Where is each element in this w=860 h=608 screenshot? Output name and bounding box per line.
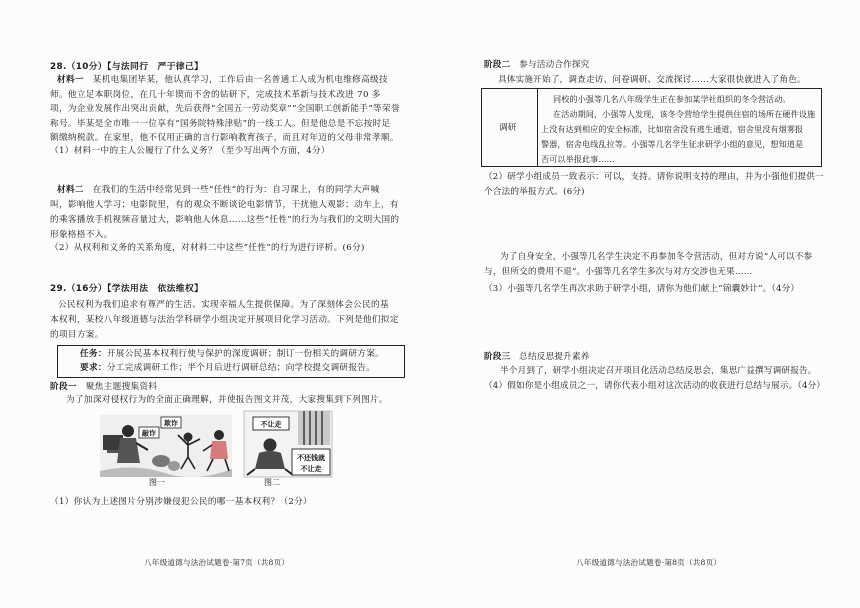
person-2-head [184,433,193,442]
plan-task-line [80,347,384,362]
person-1-body [117,438,140,463]
research-table-text: 同校的小强等几名八年级学生正在参加某学社组织的冬令营活动。 [553,94,791,104]
computer-stand [107,450,119,453]
page-7-footer: 八年级道德与法治试题卷·第7页（共8页） [144,558,290,567]
stage-1-label: 阶段一 [50,382,77,392]
question-29-2: （2）研学小组成员一致表示：可以，支持。请你说明支持的理由，并为小强他们提供一 [484,172,824,182]
question-29-1: （1）你认为上述图片分别涉嫌侵犯公民的哪一基本权利？（2分） [50,497,313,507]
refund-dispute-text: 与，但所交的费用不退”。小强等几名学生多次与对方交涉也无果…… [484,267,753,277]
question-28-2: （2）从权利和义务的关系角度，对材料二中这些“任性”的行为进行评析。(6分) [50,243,365,253]
stage-2-title: 参与活动合作探究 [510,60,590,70]
question-29-intro: 公民权利为我们追求有尊严的生活、实现幸福人生提供保障。为了深刻体会公民的基 [58,300,389,310]
figure-1-caption: 图一 [149,478,165,487]
material-1-text: 项，为企业发展作出突出贡献，先后获得“全国五一劳动奖章”“全国职工创新能手”等荣誉 [50,104,400,114]
figure-1-label-2: 欺诈 [164,419,178,428]
material-2-line [57,183,380,198]
research-table-text: 在活动期间，小强等人发现，该冬令营给学生提供住宿的场所在硬件设施 [553,109,816,119]
question-29-intro: 的项目方案。 [50,330,104,340]
material-1-line [57,73,388,88]
plan-task-label: 任务： [80,349,107,359]
stage-2-text: 具体实施开始了，调查走访、问卷调研、交流探讨……大家很快就进入了角色。 [498,75,806,85]
material-2-text: 在我们的生活中经常见到一些“任性”的行为：自习课上，有的同学大声喊 [83,185,380,195]
material-1-text: 称号。毕某是全市唯一一位享有“国务院特殊津贴”的一线工人。但是他总是不忘按时足 [50,119,391,129]
detained-person-head [264,439,277,452]
material-2-text: 的乘客播放手机视频音量过大，影响他人休息……这些“任性”的行为与我们的文明大国的 [50,215,400,225]
plan-requirement-line [80,361,375,376]
question-28-title: 28.（10分）【与法同行 严于律己】 [50,62,204,72]
material-1-text: 某机电集团毕某，他认真学习，工作后由一名普通工人成为机电维修高级技 [83,75,388,85]
question-29-title: 29.（16分）【学法用法 依法维权】 [50,284,204,294]
research-table-text: 警器，宿舍电线乱拉等。小强等几名学生征求研学小组的意见，想知道是 [541,139,804,149]
material-1-text: 师。他立足本职岗位，在几十年锲而不舍的钻研下，完成技术革新与技术改进 70 多 [50,90,381,100]
detained-person-body [255,451,285,469]
plan-requirement-label: 要求： [80,363,107,373]
plan-task-text: 开展公民基本权利行使与保护的深度调研；制订一份相关的调研方案。 [106,349,385,359]
crowd-figure-2 [168,461,180,471]
research-table-text: 上没有达到相应的安全标准，比如宿舍没有逃生通道，宿舍里没有烟雾报 [541,124,804,134]
stage-3-title: 总结反思提升素养 [510,352,590,362]
material-1-text: 额缴纳税款。在家里，他不仅用正确的言行影响教育孩子，而且对年迈的父母非常孝顺。 [50,133,399,143]
material-1-label: 材料一 [57,75,84,85]
refund-dispute-text: 为了自身安全，小强等几名学生决定不再参加冬令营活动，但对方说“人可以不参 [500,252,813,262]
question-28-1: （1）材料一中的主人公履行了什么义务？（至少写出两个方面，4分） [50,146,330,156]
material-2-label: 材料二 [57,185,84,195]
question-29-3: （3）小强等几名学生再次求助于研学小组，请你为他们献上“锦囊妙计”。（4分） [484,284,800,294]
question-29-2: 个合法的举报方式。(6分) [484,187,585,197]
sign-repay-text-1: 不还钱就 [297,454,325,462]
plan-requirement-text: 分工完成调研工作；半个月后进行调研总结；向学校提交调研报告。 [106,363,376,373]
stage-2-heading [484,58,590,73]
question-29-4: （4）假如你是小组成员之一，请你代表小组对这次活动的收获进行总结与展示。（4分） [484,381,826,391]
sign-repay-text-2: 不让走 [300,465,322,473]
stage-3-heading [484,350,590,365]
figure-2-caption: 图二 [264,478,280,487]
figure-1-cartoon [100,415,232,477]
sign-no-leave-text: 不让走 [260,420,282,429]
person-3-head [214,430,224,440]
material-2-text: 叫，影响他人学习；电影院里，有的观众不断谈论电影情节，干扰他人观影；动车上，有 [50,200,399,210]
research-table-divider [537,88,538,167]
stage-3-label: 阶段三 [484,352,511,362]
stage-2-label: 阶段二 [484,60,511,70]
page-8-footer: 八年级道德与法治试题卷·第8页（共8页） [576,558,722,567]
stage-1-text: 为了加深对侵权行为的全面正确理解，并使报告图文并茂，大家搜集到下列图片。 [66,395,388,405]
question-29-intro: 本权利，某校八年级道德与法治学科研学小组决定开展项目化学习活动。下列是他们拟定 [50,315,399,325]
research-table-row-label: 调研 [499,123,517,133]
figure-1-label-1: 敲诈 [142,429,156,438]
person-3-shirt [210,441,228,459]
stage-1-figures [95,405,340,490]
crowd-figure-1 [152,455,170,467]
stage-3-text: 半个月到了，研学小组决定召开项目化活动总结反思会，集思广益撰写调研报告。 [500,366,817,376]
material-2-text: 形象格格不入。 [50,230,113,240]
research-table-text: 否可以举报此事…… [541,154,615,164]
figure-2-cartoon [244,411,332,477]
person-1-head [122,425,134,437]
stage-1-title: 聚焦主题搜集资料 [76,382,158,392]
barred-window [298,411,330,445]
